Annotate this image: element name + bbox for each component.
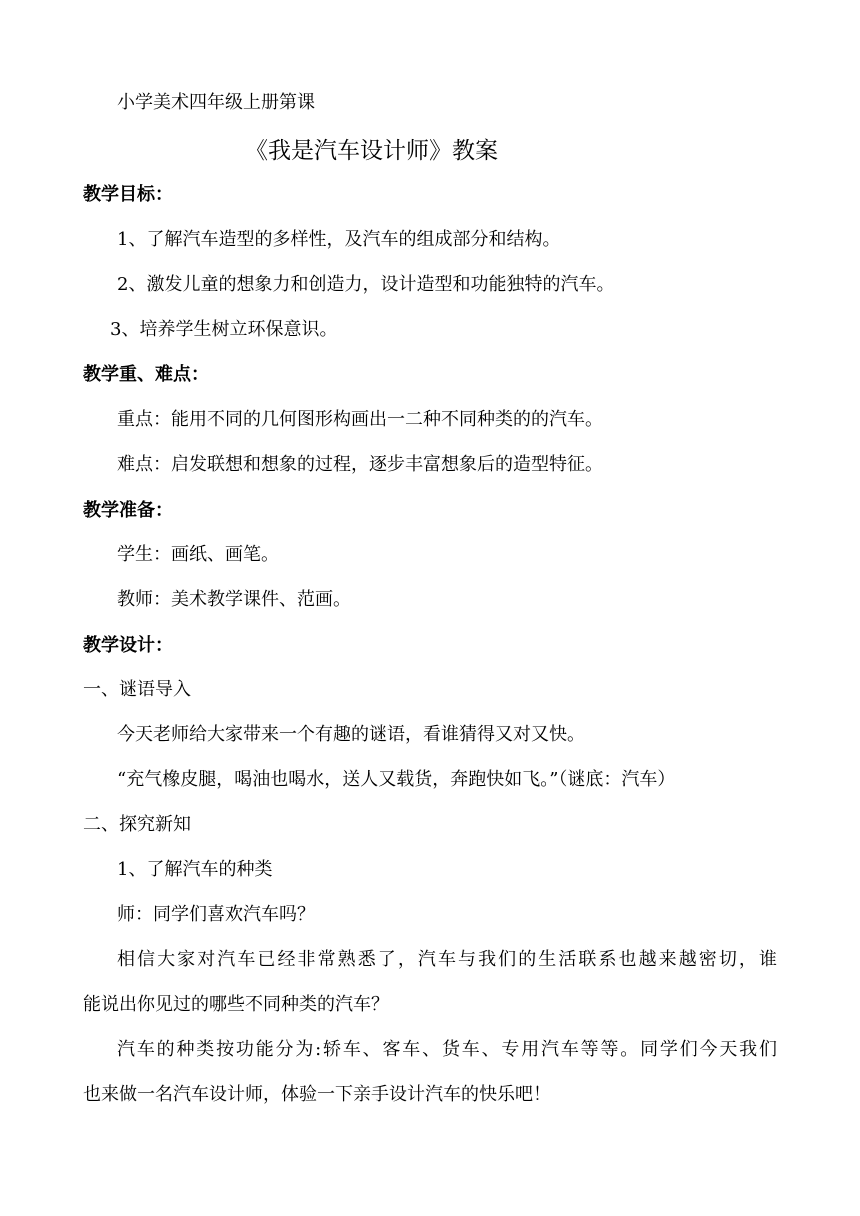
teacher-prep: 教师：美术教学课件、范画。 xyxy=(117,589,351,610)
paragraph-line: 汽车的种类按功能分为:轿车、客车、货车、专用汽车等等。同学们今天我们 xyxy=(117,1039,777,1060)
preparation-heading: 教学准备： xyxy=(83,500,173,521)
students-prep: 学生：画纸、画笔。 xyxy=(117,544,279,565)
subsection-title: 1、了解汽车的种类 xyxy=(117,859,273,880)
page-title: 《我是汽车设计师》教案 xyxy=(245,138,498,164)
objective-item: 1、了解汽车造型的多样性，及汽车的组成部分和结构。 xyxy=(117,229,561,250)
grade-line: 小学美术四年级上册第课 xyxy=(117,92,315,113)
difficulty-point: 难点：启发联想和想象的过程，逐步丰富想象后的造型特征。 xyxy=(117,454,603,475)
objectives-heading: 教学目标： xyxy=(83,184,173,205)
paragraph-line: 相信大家对汽车已经非常熟悉了，汽车与我们的生活联系也越来越密切，谁 xyxy=(117,949,777,970)
section1-intro: 今天老师给大家带来一个有趣的谜语，看谁猜得又对又快。 xyxy=(117,724,585,745)
objective-item: 3、培养学生树立环保意识。 xyxy=(110,319,338,340)
section1-title: 一、谜语导入 xyxy=(83,679,191,700)
focus-point: 重点：能用不同的几何图形构画出一二种不同种类的的汽车。 xyxy=(117,409,603,430)
paragraph-line: 能说出你见过的哪些不同种类的汽车？ xyxy=(83,994,389,1015)
riddle-text: “充气橡皮腿，喝油也喝水，送人又载货，奔跑快如飞。”（谜底：汽车） xyxy=(117,769,676,790)
paragraph-line: 也来做一名汽车设计师，体验一下亲手设计汽车的快乐吧！ xyxy=(83,1084,551,1105)
design-heading: 教学设计： xyxy=(83,635,173,656)
section2-title: 二、探究新知 xyxy=(83,814,191,835)
objective-item: 2、激发儿童的想象力和创造力，设计造型和功能独特的汽车。 xyxy=(117,274,615,295)
teacher-question: 师：同学们喜欢汽车吗？ xyxy=(117,904,315,925)
key-points-heading: 教学重、难点： xyxy=(83,364,209,385)
